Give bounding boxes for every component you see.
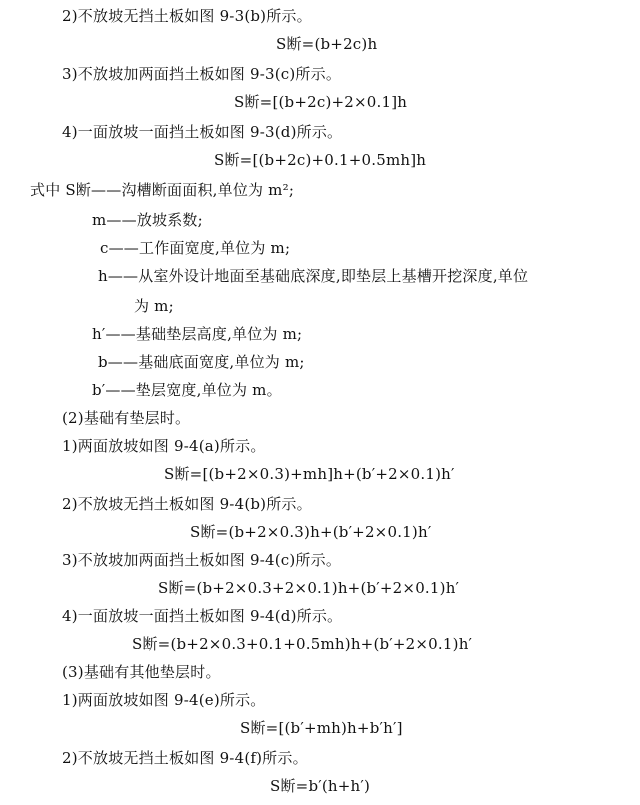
text-line: 2)不放坡无挡土板如图 9-3(b)所示。 — [62, 7, 312, 25]
text-line: c——工作面宽度,单位为 m; — [100, 239, 291, 257]
text-line: h′——基础垫层高度,单位为 m; — [92, 325, 303, 343]
text-line: 为 m; — [134, 297, 174, 315]
formula-line: S断=[(b′+mh)h+b′h′] — [240, 719, 403, 737]
formula-line: S断=(b+2c)h — [276, 35, 378, 53]
formula-line: S断=[(b+2c)+0.1+0.5mh]h — [214, 151, 427, 169]
formula-line: S断=(b+2×0.3+2×0.1)h+(b′+2×0.1)h′ — [158, 579, 460, 597]
text-line: 1)两面放坡如图 9-4(e)所示。 — [62, 691, 266, 709]
formula-line: S断=[(b+2×0.3)+mh]h+(b′+2×0.1)h′ — [164, 465, 455, 483]
section-heading: (2)基础有垫层时。 — [62, 409, 191, 427]
text-line: 3)不放坡加两面挡土板如图 9-4(c)所示。 — [62, 551, 342, 569]
section-heading: (3)基础有其他垫层时。 — [62, 663, 221, 681]
formula-line: S断=b′(h+h′) — [270, 777, 371, 795]
text-line: b′——垫层宽度,单位为 m。 — [92, 381, 282, 399]
formula-line: S断=(b+2×0.3)h+(b′+2×0.1)h′ — [190, 523, 432, 541]
text-line: 2)不放坡无挡土板如图 9-4(b)所示。 — [62, 495, 312, 513]
text-line: 4)一面放坡一面挡土板如图 9-4(d)所示。 — [62, 607, 343, 625]
text-line: b——基础底面宽度,单位为 m; — [98, 353, 305, 371]
text-line: 2)不放坡无挡土板如图 9-4(f)所示。 — [62, 749, 308, 767]
text-line: 1)两面放坡如图 9-4(a)所示。 — [62, 437, 266, 455]
text-line: h——从室外设计地面至基础底深度,即垫层上基槽开挖深度,单位 — [98, 267, 529, 285]
formula-line: S断=(b+2×0.3+0.1+0.5mh)h+(b′+2×0.1)h′ — [132, 635, 473, 653]
formula-line: S断=[(b+2c)+2×0.1]h — [234, 93, 408, 111]
text-line: 4)一面放坡一面挡土板如图 9-3(d)所示。 — [62, 123, 343, 141]
text-line: 3)不放坡加两面挡土板如图 9-3(c)所示。 — [62, 65, 342, 83]
text-line: 式中 S断——沟槽断面面积,单位为 m²; — [30, 181, 295, 199]
text-line: m——放坡系数; — [92, 211, 203, 229]
